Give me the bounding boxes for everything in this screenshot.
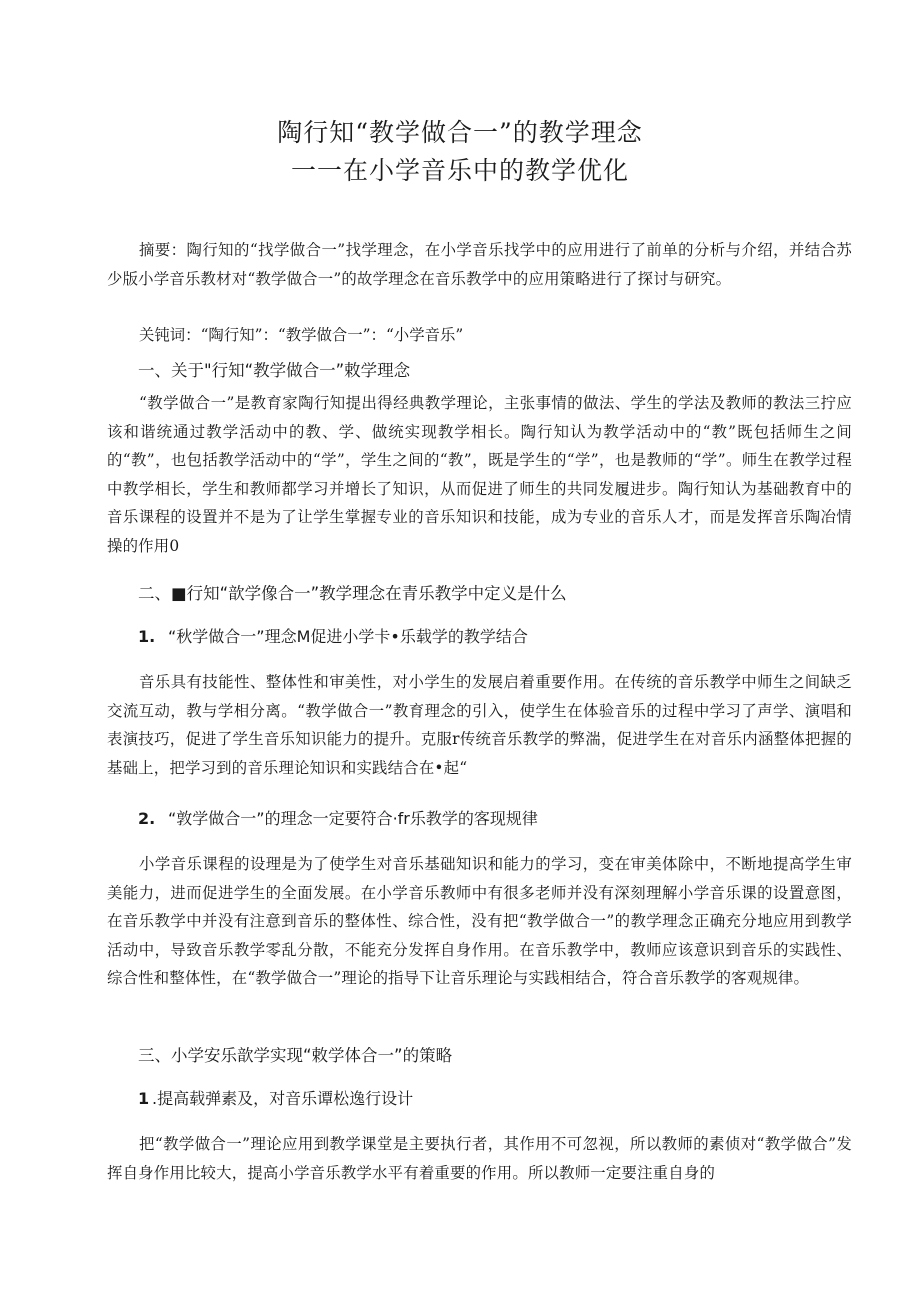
section-2-subheading-1: [138, 624, 528, 647]
section-2-body-2: 小学音乐课程的设理是为了使学生对音乐基础知识和能力的学习，变在审美体除中，不断地提高学生审美能力，进而促进学生的全面发展。在小学音乐教师中有很多老师并没有深刻理解小学音乐课的设置意图，在音乐教学中并没有注意到音乐的整体性、综合性，没有把“教学做合一”的教学理念正确充分地应用到教学活动中，导致音乐教学零乱分散，不能充分发挥自身作用。在音乐教学中，教师应该意识到音乐的实践性、综合性和整体性，在“教学做合一”理论的指导下让音乐理论与实践相结合，符合音乐教学的客观规律。: [107, 855, 852, 988]
subheading-text: “敦学做合一”的理念一定要符合·fr乐教学的客现规律: [168, 809, 538, 828]
section-1-body: “教学做合一”是教育家陶行知提出得经典教学理论，主张事情的做法、学生的学法及教师的教法三拧应该和谐统通过教学活动中的教、学、做统实现教学相长。陶行知认为教学活动中的“教”既包括师生之间的“教”，也包括教学活动中的“学”，学生之间的“教”，既是学生的“学”，也是教师的“学”。师生在教学过程中教学相长，学生和教师都学习并增长了知识，从而促进了师生的共同发履进步。陶行知认为基础教育中的音乐课程的设置并不是为了让学生掌握专业的音乐知识和技能，成为专业的音乐人才，而是发挥音乐陶冶情操的作用0: [107, 394, 852, 555]
section-2-body-1: 音乐具有技能性、整体性和审美性，对小学生的发展启着重要作用。在传统的音乐教学中师生之间缺乏交流互动，教与学相分离。“教学做合一”教育理念的引入，使学生在体验音乐的过程中学习了声学、演唱和表演技巧，促进了学生音乐知识能力的提升。克服r传统音乐教学的弊湍，促进学生在对音乐内涵整体把握的基础上，把学习到的音乐理论知识和实践结合在•起“: [107, 673, 852, 777]
subheading-number: 2.: [138, 809, 156, 828]
section-1-heading: 一、关于"行知“教学做合一”敕学理念: [138, 361, 411, 380]
title-line-1: 陶行知“教学做合一”的教学理念: [277, 118, 643, 147]
subheading-number: 1.: [138, 627, 156, 646]
abstract-paragraph: 摘要：陶行知的“找学做合一”找学理念，在小学音乐找学中的应用进行了前单的分析与介绍，并结合苏少版小学音乐教材对“教学做合一”的故学理念在音乐教学中的应用策略进行了探讨与研究。: [107, 241, 852, 288]
keywords-line: 关钝词：“陶行知”：“教学做合一”：“小学音乐”: [139, 326, 464, 344]
section-2-heading: 二、■行知“歆学像合一”教学理念在青乐教学中定义是什么: [138, 584, 567, 603]
section-3-heading: 三、小学安乐歆学实现“敕学体合一”的策略: [138, 1046, 453, 1065]
subheading-text: .提高载弹素及，对音乐谭松逸行设计: [152, 1089, 414, 1108]
title-line-2: 一一在小学音乐中的教学优化: [290, 156, 629, 185]
subheading-number: 1: [138, 1089, 150, 1108]
section-2-subheading-2: [138, 806, 538, 829]
section-3-body-1: 把“教学做合一”理论应用到教学课堂是主要执行者，其作用不可忽视，所以教师的素侦对“教学做合”发挥自身作用比较大，提高小学音乐教学水平有着重要的作用。所以教师一定要注重自身的: [107, 1135, 852, 1182]
section-3-subheading-1: [138, 1086, 413, 1109]
subheading-text: “秋学做合一”理念M促进小学卡•乐载学的教学结合: [168, 627, 528, 646]
